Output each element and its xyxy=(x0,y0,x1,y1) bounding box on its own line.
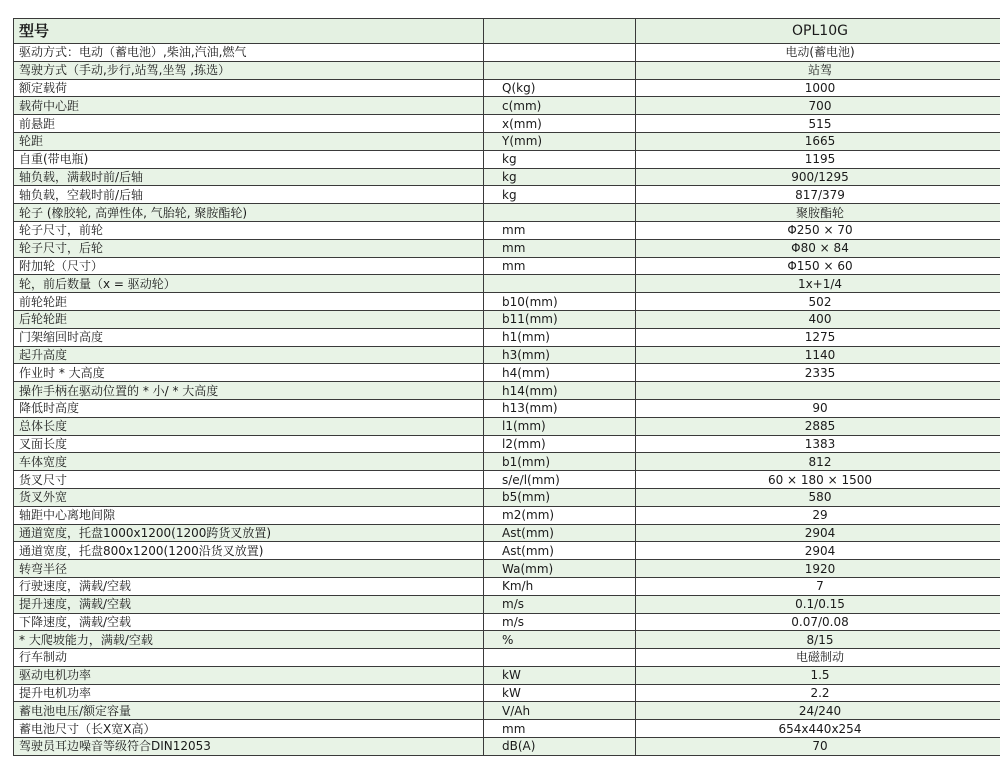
param-value: 1000 xyxy=(636,79,1000,97)
param-unit: % xyxy=(484,631,636,649)
spec-table xyxy=(13,18,1000,756)
param-name: 驱动电机功率 xyxy=(14,666,484,684)
param-value: 654x440x254 xyxy=(636,720,1000,738)
table-row xyxy=(14,666,1000,684)
param-name: 下降速度，满载/空载 xyxy=(14,613,484,631)
param-value: 60 × 180 × 1500 xyxy=(636,471,1000,489)
param-name: 驾驶员耳边噪音等级符合DIN12053 xyxy=(14,738,484,756)
table-row xyxy=(14,239,1000,257)
param-value: 580 xyxy=(636,488,1000,506)
table-row xyxy=(14,453,1000,471)
param-name: 转弯半径 xyxy=(14,560,484,578)
param-name: 轮子 (橡胶轮, 高弹性体, 气胎轮, 聚胺酯轮) xyxy=(14,204,484,222)
param-value: 24/240 xyxy=(636,702,1000,720)
table-row xyxy=(14,738,1000,756)
param-name: 行车制动 xyxy=(14,649,484,667)
param-value: 515 xyxy=(636,115,1000,133)
header-row xyxy=(14,19,1000,44)
param-unit: x(mm) xyxy=(484,115,636,133)
param-name: 货叉尺寸 xyxy=(14,471,484,489)
header-unit xyxy=(484,19,636,44)
table-row xyxy=(14,417,1000,435)
param-unit: mm xyxy=(484,720,636,738)
table-row xyxy=(14,613,1000,631)
param-unit: b5(mm) xyxy=(484,488,636,506)
param-name: 轮，前后数量（x = 驱动轮） xyxy=(14,275,484,293)
param-value: 2885 xyxy=(636,417,1000,435)
param-value: 502 xyxy=(636,293,1000,311)
table-row xyxy=(14,542,1000,560)
param-value: 1665 xyxy=(636,132,1000,150)
param-value: 0.07/0.08 xyxy=(636,613,1000,631)
param-unit: Ast(mm) xyxy=(484,524,636,542)
param-unit: mm xyxy=(484,239,636,257)
param-unit: l1(mm) xyxy=(484,417,636,435)
param-name: 轴距中心离地间隙 xyxy=(14,506,484,524)
header-label: 型号 xyxy=(14,19,484,44)
param-value: Φ250 × 70 xyxy=(636,221,1000,239)
param-unit: b1(mm) xyxy=(484,453,636,471)
param-name: 额定载荷 xyxy=(14,79,484,97)
table-row xyxy=(14,79,1000,97)
param-value: 1195 xyxy=(636,150,1000,168)
table-row xyxy=(14,257,1000,275)
param-name: 作业时 * 大高度 xyxy=(14,364,484,382)
table-row xyxy=(14,399,1000,417)
param-value: 29 xyxy=(636,506,1000,524)
param-unit: dB(A) xyxy=(484,738,636,756)
param-value: 电动(蓄电池) xyxy=(636,44,1000,62)
param-unit: b11(mm) xyxy=(484,310,636,328)
param-value: 聚胺酯轮 xyxy=(636,204,1000,222)
param-unit: h14(mm) xyxy=(484,382,636,400)
param-name: 轴负载，空载时前/后轴 xyxy=(14,186,484,204)
param-value: 1140 xyxy=(636,346,1000,364)
param-name: 载荷中心距 xyxy=(14,97,484,115)
param-name: 轮子尺寸，后轮 xyxy=(14,239,484,257)
param-unit: mm xyxy=(484,257,636,275)
table-row xyxy=(14,97,1000,115)
param-unit: Wa(mm) xyxy=(484,560,636,578)
table-row xyxy=(14,364,1000,382)
table-row xyxy=(14,488,1000,506)
table-row xyxy=(14,61,1000,79)
param-name: 蓄电池电压/额定容量 xyxy=(14,702,484,720)
param-value: 电磁制动 xyxy=(636,649,1000,667)
param-unit: Ast(mm) xyxy=(484,542,636,560)
table-row xyxy=(14,132,1000,150)
table-row xyxy=(14,186,1000,204)
table-row xyxy=(14,506,1000,524)
param-value: 90 xyxy=(636,399,1000,417)
param-value: 2335 xyxy=(636,364,1000,382)
param-name: 提升电机功率 xyxy=(14,684,484,702)
param-value: 2904 xyxy=(636,524,1000,542)
table-row xyxy=(14,115,1000,133)
param-unit: kW xyxy=(484,684,636,702)
param-unit: h4(mm) xyxy=(484,364,636,382)
param-unit: kg xyxy=(484,168,636,186)
table-row xyxy=(14,150,1000,168)
param-value: Φ80 × 84 xyxy=(636,239,1000,257)
param-name: 通道宽度，托盘1000x1200(1200跨货叉放置) xyxy=(14,524,484,542)
param-value: 1.5 xyxy=(636,666,1000,684)
param-value: 812 xyxy=(636,453,1000,471)
param-unit: c(mm) xyxy=(484,97,636,115)
param-name: 门架缩回时高度 xyxy=(14,328,484,346)
table-row xyxy=(14,44,1000,62)
param-unit: m/s xyxy=(484,595,636,613)
param-value: 0.1/0.15 xyxy=(636,595,1000,613)
param-value xyxy=(636,382,1000,400)
table-row xyxy=(14,328,1000,346)
param-value: 1275 xyxy=(636,328,1000,346)
param-name: 蓄电池尺寸（长X宽X高） xyxy=(14,720,484,738)
table-row xyxy=(14,577,1000,595)
param-name: 叉面长度 xyxy=(14,435,484,453)
table-row xyxy=(14,382,1000,400)
param-value: 8/15 xyxy=(636,631,1000,649)
param-name: 轴负载，满载时前/后轴 xyxy=(14,168,484,186)
param-unit: kW xyxy=(484,666,636,684)
param-unit xyxy=(484,649,636,667)
param-unit: m/s xyxy=(484,613,636,631)
param-value: Φ150 × 60 xyxy=(636,257,1000,275)
table-row xyxy=(14,720,1000,738)
param-unit: h3(mm) xyxy=(484,346,636,364)
param-unit xyxy=(484,275,636,293)
param-value: 400 xyxy=(636,310,1000,328)
param-unit: h1(mm) xyxy=(484,328,636,346)
param-name: 轮距 xyxy=(14,132,484,150)
param-name: 后轮轮距 xyxy=(14,310,484,328)
param-unit: mm xyxy=(484,221,636,239)
param-name: 车体宽度 xyxy=(14,453,484,471)
param-unit: V/Ah xyxy=(484,702,636,720)
table-row xyxy=(14,168,1000,186)
table-row xyxy=(14,204,1000,222)
table-row xyxy=(14,346,1000,364)
param-name: 提升速度，满载/空载 xyxy=(14,595,484,613)
table-row xyxy=(14,684,1000,702)
param-unit: l2(mm) xyxy=(484,435,636,453)
param-name: 前轮轮距 xyxy=(14,293,484,311)
param-name: 行驶速度，满载/空载 xyxy=(14,577,484,595)
param-name: 起升高度 xyxy=(14,346,484,364)
param-name: 前悬距 xyxy=(14,115,484,133)
param-value: 站驾 xyxy=(636,61,1000,79)
param-name: 降低时高度 xyxy=(14,399,484,417)
param-value: 900/1295 xyxy=(636,168,1000,186)
param-unit xyxy=(484,44,636,62)
spec-body xyxy=(14,19,1000,756)
param-value: 70 xyxy=(636,738,1000,756)
param-name: 自重(带电瓶) xyxy=(14,150,484,168)
table-row xyxy=(14,221,1000,239)
param-unit: kg xyxy=(484,186,636,204)
param-value: 700 xyxy=(636,97,1000,115)
param-name: 通道宽度，托盘800x1200(1200沿货叉放置) xyxy=(14,542,484,560)
param-name: * 大爬坡能力，满载/空载 xyxy=(14,631,484,649)
table-row xyxy=(14,293,1000,311)
param-unit: Y(mm) xyxy=(484,132,636,150)
table-row xyxy=(14,524,1000,542)
param-name: 轮子尺寸，前轮 xyxy=(14,221,484,239)
table-row xyxy=(14,560,1000,578)
param-name: 驾驶方式（手动,步行,站驾,坐驾 ,拣选） xyxy=(14,61,484,79)
param-name: 附加轮（尺寸） xyxy=(14,257,484,275)
param-name: 货叉外宽 xyxy=(14,488,484,506)
param-value: 1383 xyxy=(636,435,1000,453)
table-row xyxy=(14,649,1000,667)
table-row xyxy=(14,631,1000,649)
param-unit: h13(mm) xyxy=(484,399,636,417)
param-unit xyxy=(484,61,636,79)
param-value: 7 xyxy=(636,577,1000,595)
param-unit: s/e/l(mm) xyxy=(484,471,636,489)
param-value: 2.2 xyxy=(636,684,1000,702)
param-unit: Q(kg) xyxy=(484,79,636,97)
param-unit: Km/h xyxy=(484,577,636,595)
param-value: 2904 xyxy=(636,542,1000,560)
table-row xyxy=(14,595,1000,613)
param-unit: b10(mm) xyxy=(484,293,636,311)
table-row xyxy=(14,471,1000,489)
param-unit: m2(mm) xyxy=(484,506,636,524)
table-row xyxy=(14,275,1000,293)
param-name: 驱动方式：电动（蓄电池）,柴油,汽油,燃气 xyxy=(14,44,484,62)
table-row xyxy=(14,702,1000,720)
header-model: OPL10G xyxy=(636,19,1000,44)
param-value: 1920 xyxy=(636,560,1000,578)
param-unit: kg xyxy=(484,150,636,168)
param-value: 1x+1/4 xyxy=(636,275,1000,293)
param-name: 操作手柄在驱动位置的 * 小/ * 大高度 xyxy=(14,382,484,400)
param-name: 总体长度 xyxy=(14,417,484,435)
param-unit xyxy=(484,204,636,222)
table-row xyxy=(14,435,1000,453)
param-value: 817/379 xyxy=(636,186,1000,204)
table-row xyxy=(14,310,1000,328)
